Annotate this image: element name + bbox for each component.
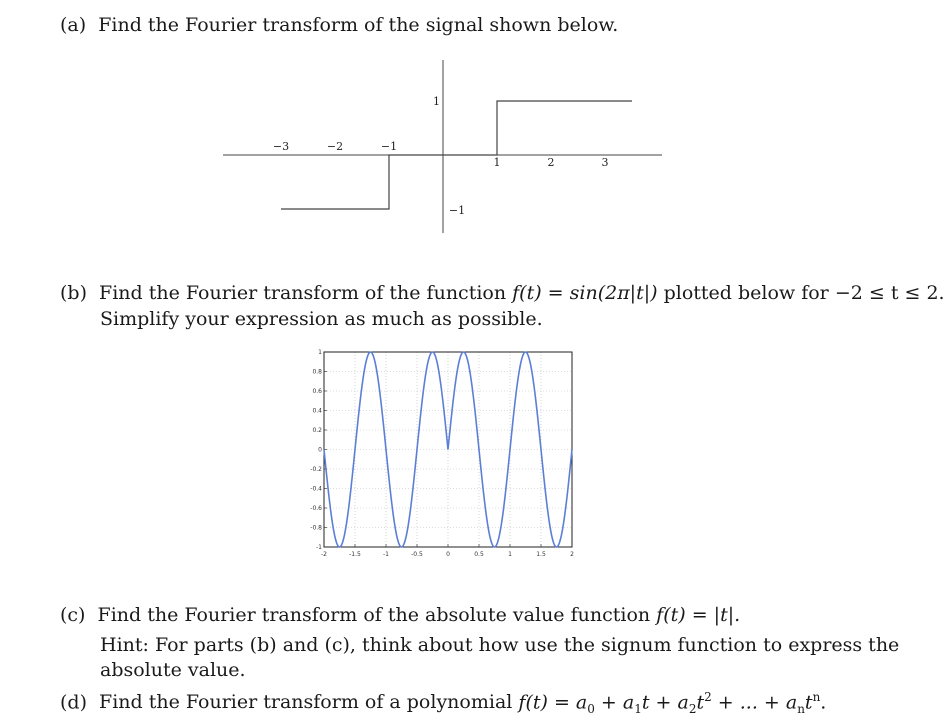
x-tick-label: 0.5 bbox=[474, 551, 484, 558]
x-tick-label: 1 bbox=[508, 551, 512, 558]
part-c-text-1: Find the Fourier transform of the absolute value function bbox=[97, 604, 657, 626]
y-tick-label: 1 bbox=[318, 349, 322, 356]
part-b-range: −2 ≤ t ≤ 2. bbox=[834, 282, 945, 304]
y-tick-label: -0.8 bbox=[310, 524, 322, 532]
y-tick-label: −1 bbox=[448, 204, 466, 217]
part-d-sub0: 0 bbox=[587, 702, 595, 717]
y-tick-label: 0.6 bbox=[312, 388, 322, 395]
part-b-text-1: Find the Fourier transform of the function bbox=[99, 282, 513, 304]
part-d-dots: + ... + a bbox=[711, 691, 798, 714]
x-tick-label: −3 bbox=[272, 140, 290, 153]
part-d-f: f(t) = a bbox=[518, 691, 588, 714]
part-d-t1: t + a bbox=[641, 691, 689, 714]
signal-segment-1 bbox=[443, 101, 632, 155]
x-tick-label: 2 bbox=[547, 156, 555, 169]
part-b-text-2: plotted below for bbox=[657, 282, 835, 304]
part-c-func: f(t) = |t|. bbox=[656, 604, 741, 626]
x-tick-label: −2 bbox=[326, 140, 344, 153]
y-tick-label: 0.8 bbox=[312, 368, 322, 376]
y-tick-label: -0.6 bbox=[310, 505, 322, 512]
part-d-sub2: 2 bbox=[688, 702, 697, 717]
part-a-text: Find the Fourier transform of the signal shown below. bbox=[98, 14, 619, 36]
part-c-hint-2: absolute value. bbox=[100, 659, 246, 681]
part-d-sup2: 2 bbox=[704, 690, 712, 704]
part-d-line bbox=[60, 690, 826, 716]
y-tick-label: 0.4 bbox=[312, 407, 322, 415]
x-tick-label: -0.5 bbox=[411, 551, 423, 558]
part-d-t2: t bbox=[696, 691, 705, 714]
part-d-label: (d) bbox=[60, 691, 87, 714]
x-tick-label: -1.5 bbox=[349, 551, 361, 558]
part-d-text-1: Find the Fourier transform of a polynomial bbox=[99, 691, 519, 714]
y-tick-label: 0 bbox=[318, 446, 322, 454]
part-a-label: (a) bbox=[60, 14, 87, 36]
y-tick-label: -0.2 bbox=[310, 466, 322, 473]
part-d-sub1: 1 bbox=[634, 702, 642, 717]
x-tick-label: -1 bbox=[383, 551, 389, 558]
part-d-tn: t bbox=[804, 691, 813, 714]
part-c-line-1 bbox=[60, 604, 740, 626]
part-b-label: (b) bbox=[60, 282, 87, 304]
x-tick-label: 0 bbox=[446, 551, 450, 558]
part-c-hint-1: Hint: For parts (b) and (c), think about how use the signum function to express the bbox=[100, 634, 900, 656]
signal-segment-0 bbox=[281, 155, 443, 209]
part-d-supn: n bbox=[812, 690, 821, 704]
x-tick-label: −1 bbox=[380, 140, 398, 153]
x-tick-label: 3 bbox=[601, 156, 609, 169]
part-d-plus1: + a bbox=[594, 691, 635, 714]
part-c-label: (c) bbox=[60, 604, 86, 626]
part-b-line-2: Simplify your expression as much as possible. bbox=[100, 308, 543, 330]
y-tick-label: 0.2 bbox=[312, 427, 322, 434]
x-tick-label: 1 bbox=[493, 156, 501, 169]
y-tick-label: 1 bbox=[433, 95, 440, 108]
x-tick-label: 2 bbox=[570, 551, 574, 558]
x-tick-label: -2 bbox=[321, 551, 327, 558]
y-tick-label: -0.4 bbox=[310, 485, 322, 493]
y-tick-label: -1 bbox=[316, 544, 322, 551]
part-b-func: f(t) = sin(2π|t|) bbox=[512, 282, 658, 304]
x-tick-label: 1.5 bbox=[536, 551, 546, 558]
part-d-subn: n bbox=[797, 702, 805, 717]
part-d-end: . bbox=[820, 691, 827, 714]
part-b-line-1 bbox=[60, 282, 945, 304]
